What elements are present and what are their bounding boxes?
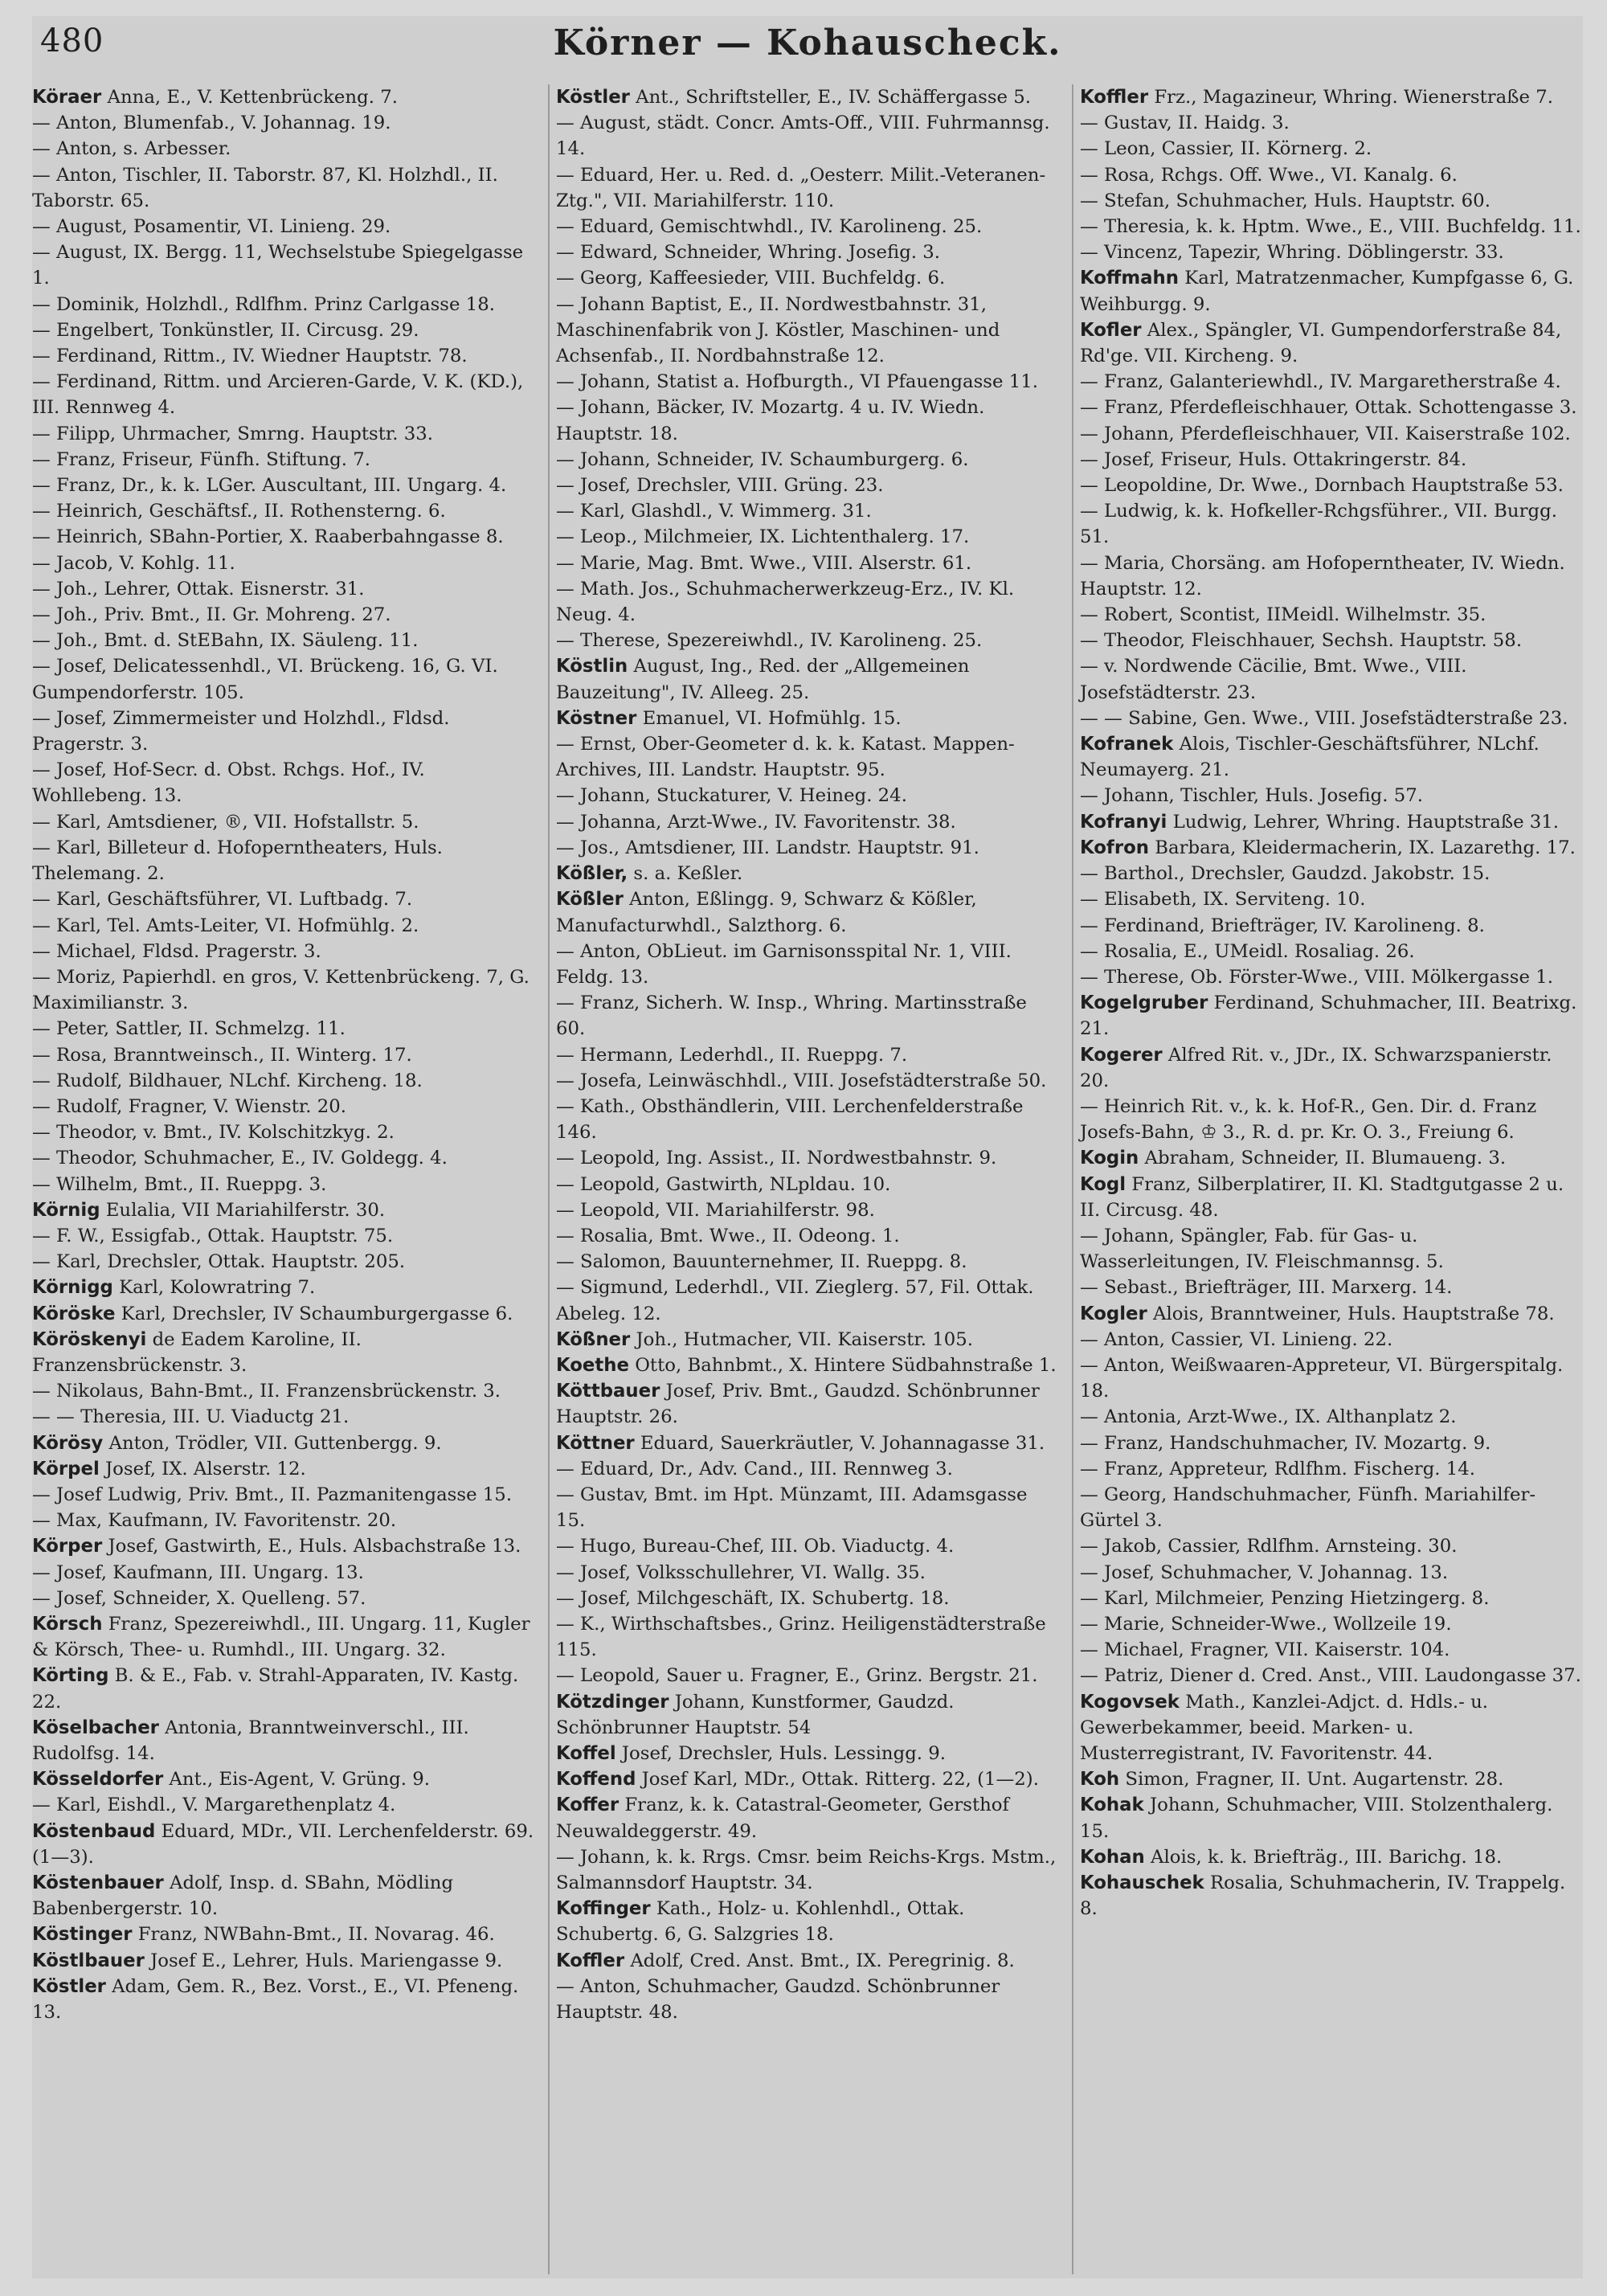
directory-entry: — — Sabine, Gen. Wwe., VIII. Josefstädterstraße 23.	[1080, 707, 1568, 729]
directory-entry: — Patriz, Diener d. Cred. Anst., VIII. Laudongasse 37.	[1080, 1665, 1581, 1687]
directory-entry: — Max, Kaufmann, IV. Favoritenstr. 20.	[32, 1510, 397, 1532]
column-1	[32, 84, 535, 2274]
directory-entry: — Edward, Schneider, Whring. Josefig. 3.	[556, 242, 941, 264]
directory-entry: Koffinger Kath., Holz- u. Kohlenhdl., Ottak. Schubertg. 6, G. Salzgries 18.	[556, 1898, 965, 1946]
directory-entry: — Kath., Obsthändlerin, VIII. Lerchenfelderstraße 146.	[556, 1095, 1024, 1144]
entry-surname: Kofron	[1080, 837, 1149, 858]
entry-surname: Kogin	[1080, 1148, 1139, 1169]
directory-entry: — Gustav, Bmt. im Hpt. Münzamt, III. Adamsgasse 15.	[556, 1484, 1028, 1532]
directory-entry: Kofranyi Ludwig, Lehrer, Whring. Hauptstraße 31.	[1080, 811, 1560, 833]
entry-surname: Kogovsek	[1080, 1691, 1180, 1713]
directory-entry: Köttner Eduard, Sauerkräutler, V. Johannagasse 31.	[556, 1432, 1045, 1454]
entry-surname: Köstler	[32, 1975, 106, 1997]
directory-entry: — Jacob, V. Kohlg. 11.	[32, 552, 235, 574]
directory-entry: — K., Wirthschaftsbes., Grinz. Heiligenstädterstraße 115.	[556, 1613, 1046, 1661]
directory-entry: Körpel Josef, IX. Alserstr. 12.	[32, 1458, 306, 1480]
directory-entry: — Leopold, VII. Mariahilferstr. 98.	[556, 1199, 875, 1221]
entry-surname: Kofranyi	[1080, 811, 1167, 833]
directory-entry: Koffmahn Karl, Matratzenmacher, Kumpfgasse 6, G. Weihburgg. 9.	[1080, 268, 1574, 315]
directory-entry: Kötzdinger Johann, Kunstformer, Gaudzd. Schönbrunner Hauptstr. 54	[556, 1691, 955, 1738]
directory-entry: — Theodor, Schuhmacher, E., IV. Goldegg. 4.	[32, 1148, 448, 1169]
directory-entry: Körnig Eulalia, VII Mariahilferstr. 30.	[32, 1199, 386, 1221]
directory-entry: Koffler Adolf, Cred. Anst. Bmt., IX. Peregrinig. 8.	[556, 1950, 1015, 1971]
directory-entry: — Karl, Drechsler, Ottak. Hauptstr. 205.	[32, 1251, 406, 1273]
entry-surname: Koffler	[1080, 87, 1149, 108]
directory-entry: — Johann, Statist a. Hofburgth., VI Pfauengasse 11.	[556, 371, 1038, 393]
directory-entry: — Heinrich, SBahn-Portier, X. Raaberbahngasse 8.	[32, 526, 504, 548]
directory-entry: Köstinger Franz, NWBahn-Bmt., II. Novarag. 46.	[32, 1924, 495, 1946]
directory-entry: — Johann, Pferdefleischhauer, VII. Kaiserstraße 102.	[1080, 423, 1571, 444]
directory-entry: — Franz, Sicherh. W. Insp., Whring. Martinsstraße 60.	[556, 992, 1027, 1040]
directory-entry: Koethe Otto, Bahnbmt., X. Hintere Südbahnstraße 1.	[556, 1354, 1057, 1376]
directory-entry: Körösy Anton, Trödler, VII. Guttenbergg. 9.	[32, 1432, 442, 1454]
directory-entry: — Robert, Scontist, IIMeidl. Wilhelmstr. 35.	[1080, 604, 1486, 626]
directory-entry: Köttbauer Josef, Priv. Bmt., Gaudzd. Schönbrunner Hauptstr. 26.	[556, 1381, 1040, 1428]
directory-entry: — Peter, Sattler, II. Schmelzg. 11.	[32, 1018, 346, 1040]
directory-entry: Köstlin August, Ing., Red. der „Allgemeinen Bauzeitung", IV. Alleeg. 25.	[556, 656, 970, 703]
directory-entry: — v. Nordwende Cäcilie, Bmt. Wwe., VIII. Josefstädterstr. 23.	[1080, 656, 1467, 703]
directory-entry: Körting B. & E., Fab. v. Strahl-Apparaten, IV. Kastg. 22.	[32, 1665, 519, 1713]
directory-entry: — Rosalia, Bmt. Wwe., II. Odeong. 1.	[556, 1225, 900, 1246]
entry-surname: Köttner	[556, 1432, 635, 1454]
directory-entry: — Josef, Hof-Secr. d. Obst. Rchgs. Hof., IV. Wohllebeng. 13.	[32, 759, 425, 807]
directory-entry: — Franz, Galanteriewhdl., IV. Margaretherstraße 4.	[1080, 371, 1561, 393]
directory-entry: — Franz, Dr., k. k. LGer. Auscultant, III. Ungarg. 4.	[32, 475, 507, 497]
directory-entry: Köröskenyi de Eadem Karoline, II. Franzensbrückenstr. 3.	[32, 1328, 362, 1376]
directory-entry: Kohan Alois, k. k. Briefträg., III. Barichg. 18.	[1080, 1846, 1503, 1868]
entry-surname: Körsch	[32, 1613, 103, 1635]
directory-entry: — August, Posamentir, VI. Linieng. 29.	[32, 216, 391, 238]
directory-entry: — Ludwig, k. k. Hofkeller-Rchgsführer., VII. Burgg. 51.	[1080, 501, 1557, 548]
directory-entry: — Josef, Drechsler, VIII. Grüng. 23.	[556, 475, 884, 497]
directory-entry: Köstner Emanuel, VI. Hofmühlg. 15.	[556, 707, 902, 729]
directory-entry: — Eduard, Dr., Adv. Cand., III. Rennweg 3.	[556, 1458, 953, 1480]
entry-surname: Kötzdinger	[556, 1691, 669, 1713]
entry-surname: Koffel	[556, 1743, 616, 1764]
entry-surname: Kößler,	[556, 863, 628, 885]
directory-entry: — Eduard, Her. u. Red. d. „Oesterr. Milit.-Veteranen-Ztg.", VII. Mariahilferstr. 110.	[556, 164, 1046, 211]
entry-surname: Koffend	[556, 1769, 636, 1791]
entry-surname: Köstinger	[32, 1924, 133, 1946]
entry-surname: Köstlin	[556, 656, 628, 677]
directory-entry: — Vincenz, Tapezir, Whring. Döblingerstr. 33.	[1080, 242, 1504, 264]
entry-surname: Kogelgruber	[1080, 992, 1208, 1014]
directory-entry: Koffend Josef Karl, MDr., Ottak. Ritterg. 22, (1—2).	[556, 1769, 1039, 1791]
entry-surname: Körnigg	[32, 1277, 113, 1299]
entry-surname: Kößler	[556, 889, 624, 911]
directory-entry: — Theresia, k. k. Hptm. Wwe., E., VIII. Buchfeldg. 11.	[1080, 216, 1581, 238]
column-3	[1072, 84, 1583, 2274]
directory-entry: — Karl, Tel. Amts-Leiter, VI. Hofmühlg. 2.	[32, 915, 419, 936]
directory-entry: — Ferdinand, Briefträger, IV. Karolineng. 8.	[1080, 915, 1485, 936]
directory-entry: — Stefan, Schuhmacher, Huls. Hauptstr. 60.	[1080, 190, 1490, 211]
directory-entry: — Anton, Cassier, VI. Linieng. 22.	[1080, 1328, 1393, 1350]
entry-surname: Koffinger	[556, 1898, 651, 1920]
page-header	[32, 16, 1583, 80]
directory-entry: Kogin Abraham, Schneider, II. Blumaueng. 3.	[1080, 1148, 1507, 1169]
directory-entry: — Filipp, Uhrmacher, Smrng. Hauptstr. 33.	[32, 423, 434, 444]
directory-entry: — Salomon, Bauunternehmer, II. Rueppg. 8.	[556, 1251, 967, 1273]
directory-entry: — Josef, Friseur, Huls. Ottakringerstr. 84.	[1080, 448, 1467, 470]
directory-entry: — Jos., Amtsdiener, III. Landstr. Hauptstr. 91.	[556, 837, 979, 858]
directory-entry: — F. W., Essigfab., Ottak. Hauptstr. 75.	[32, 1225, 394, 1246]
directory-entry: — Moriz, Papierhdl. en gros, V. Kettenbrückeng. 7, G. Maximilianstr. 3.	[32, 966, 530, 1014]
directory-entry: — Theodor, v. Bmt., IV. Kolschitzkyg. 2.	[32, 1122, 395, 1144]
directory-entry: Köraer Anna, E., V. Kettenbrückeng. 7.	[32, 87, 398, 108]
directory-entry: — Josef, Schuhmacher, V. Johannag. 13.	[1080, 1561, 1449, 1583]
directory-entry: — Rudolf, Fragner, V. Wienstr. 20.	[32, 1095, 347, 1117]
directory-entry: — Marie, Schneider-Wwe., Wollzeile 19.	[1080, 1613, 1452, 1635]
directory-entry: — Ernst, Ober-Geometer d. k. k. Katast. Mappen-Archives, III. Landstr. Hauptstr. 95.	[556, 734, 1015, 781]
running-head: Körner — Kohauscheck.	[553, 23, 1062, 63]
page-number: 480	[40, 23, 104, 59]
directory-entry: — Leopoldine, Dr. Wwe., Dornbach Hauptstraße 53.	[1080, 475, 1564, 497]
directory-entry: — Jakob, Cassier, Rdlfhm. Arnsteing. 30.	[1080, 1536, 1458, 1557]
directory-entry: — Georg, Handschuhmacher, Fünfh. Mariahilfer-Gürtel 3.	[1080, 1484, 1536, 1532]
directory-entry: Kogl Franz, Silberplatirer, II. Kl. Stadtgutgasse 2 u. II. Circusg. 48.	[1080, 1173, 1564, 1221]
directory-entry: Koh Simon, Fragner, II. Unt. Augartenstr. 28.	[1080, 1769, 1504, 1791]
directory-entry: — Anton, Schuhmacher, Gaudzd. Schönbrunner Hauptstr. 48.	[556, 1975, 1000, 2024]
directory-entry: — Josef Ludwig, Priv. Bmt., II. Pazmanitengasse 15.	[32, 1484, 513, 1505]
directory-entry: — Franz, Pferdefleischhauer, Ottak. Schottengasse 3.	[1080, 397, 1577, 419]
entry-surname: Köstlbauer	[32, 1950, 145, 1971]
directory-entry: — Josef, Delicatessenhdl., VI. Brückeng. 16, G. VI. Gumpendorferstr. 105.	[32, 656, 498, 703]
entry-surname: Köstenbaud	[32, 1820, 156, 1842]
directory-entry: — Leopold, Ing. Assist., II. Nordwestbahnstr. 9.	[556, 1148, 997, 1169]
directory-entry: — Josef, Zimmermeister und Holzhdl., Fldsd. Pragerstr. 3.	[32, 707, 450, 755]
entry-surname: Kofler	[1080, 319, 1142, 341]
directory-entry: — Maria, Chorsäng. am Hofoperntheater, IV. Wiedn. Hauptstr. 12.	[1080, 552, 1565, 600]
entry-surname: Köstner	[556, 707, 637, 729]
directory-entry: — Leop., Milchmeier, IX. Lichtenthalerg. 17.	[556, 526, 970, 548]
directory-entry: — Karl, Eishdl., V. Margarethenplatz 4.	[32, 1795, 396, 1816]
entry-surname: Körting	[32, 1665, 109, 1687]
directory-entry: Kößner Joh., Hutmacher, VII. Kaiserstr. 105.	[556, 1328, 974, 1350]
directory-entry: — Anton, s. Arbesser.	[32, 138, 231, 160]
directory-entry: Kogovsek Math., Kanzlei-Adjct. d. Hdls.- u. Gewerbekammer, beeid. Marken- u. Musterregistrant, IV. Favoritenstr. 44.	[1080, 1691, 1489, 1764]
directory-entry: — Sebast., Briefträger, III. Marxerg. 14.	[1080, 1277, 1453, 1299]
directory-entry: Kößler, s. a. Keßler.	[556, 863, 743, 885]
directory-entry: — Heinrich, Geschäftsf., II. Rothensterng. 6.	[32, 501, 446, 522]
entry-surname: Kohan	[1080, 1846, 1145, 1868]
directory-entry: Kohauschek Rosalia, Schuhmacherin, IV. Trappelg. 8.	[1080, 1872, 1566, 1920]
directory-entry: — Joh., Lehrer, Ottak. Eisnerstr. 31.	[32, 578, 365, 600]
directory-entry: — Hermann, Lederhdl., II. Rueppg. 7.	[556, 1044, 908, 1066]
entry-surname: Koffler	[556, 1950, 625, 1971]
directory-entry: Körnigg Karl, Kolowratring 7.	[32, 1277, 316, 1299]
directory-entry: — Johanna, Arzt-Wwe., IV. Favoritenstr. 38.	[556, 811, 956, 833]
directory-entry: — Hugo, Bureau-Chef, III. Ob. Viaductg. 4.	[556, 1536, 955, 1557]
directory-entry: — Anton, Tischler, II. Taborstr. 87, Kl. Holzhdl., II. Taborstr. 65.	[32, 164, 498, 211]
entry-surname: Kohauschek	[1080, 1872, 1204, 1894]
directory-entry: — Karl, Glashdl., V. Wimmerg. 31.	[556, 501, 872, 522]
directory-entry: Kößler Anton, Eßlingg. 9, Schwarz & Kößler, Manufacturwhdl., Salzthorg. 6.	[556, 889, 977, 936]
directory-entry: — Ferdinand, Rittm., IV. Wiedner Hauptstr. 78.	[32, 346, 468, 367]
directory-entry: — Georg, Kaffeesieder, VIII. Buchfeldg. 6.	[556, 268, 946, 289]
entry-surname: Köselbacher	[32, 1717, 159, 1738]
directory-entry: — Franz, Handschuhmacher, IV. Mozartg. 9.	[1080, 1432, 1491, 1454]
directory-entry: — Therese, Spezereiwhdl., IV. Karolineng. 25.	[556, 630, 983, 652]
directory-entry: — Elisabeth, IX. Serviteng. 10.	[1080, 889, 1366, 911]
directory-entry: — Michael, Fldsd. Pragerstr. 3.	[32, 940, 321, 962]
directory-entry: — Johann, Bäcker, IV. Mozartg. 4 u. IV. Wiedn. Hauptstr. 18.	[556, 397, 985, 444]
directory-entry: — — Theresia, III. U. Viaductg 21.	[32, 1406, 350, 1428]
entry-surname: Kogerer	[1080, 1044, 1163, 1066]
directory-entry: — Johann, k. k. Rrgs. Cmsr. beim Reichs-Krgs. Mstm., Salmannsdorf Hauptstr. 34.	[556, 1846, 1057, 1894]
directory-entry: — Anton, Blumenfab., V. Johannag. 19.	[32, 113, 391, 134]
entry-surname: Koethe	[556, 1354, 629, 1376]
directory-entry: Kohak Johann, Schuhmacher, VIII. Stolzenthalerg. 15.	[1080, 1795, 1553, 1842]
entry-surname: Körnig	[32, 1199, 100, 1221]
directory-entry: Köstenbauer Adolf, Insp. d. SBahn, Mödling Babenbergerstr. 10.	[32, 1872, 454, 1920]
directory-entry: — Josef, Kaufmann, III. Ungarg. 13.	[32, 1561, 364, 1583]
directory-entry: Körsch Franz, Spezereiwhdl., III. Ungarg. 11, Kugler & Körsch, Thee- u. Rumhdl., III. Ungarg. 32.	[32, 1613, 530, 1661]
directory-entry: — Michael, Fragner, VII. Kaiserstr. 104.	[1080, 1639, 1450, 1661]
directory-entry: — Rosa, Rchgs. Off. Wwe., VI. Kanalg. 6.	[1080, 164, 1458, 186]
directory-entry: Koffler Frz., Magazineur, Whring. Wienerstraße 7.	[1080, 87, 1553, 108]
directory-entry: Köstenbaud Eduard, MDr., VII. Lerchenfelderstr. 69. (1—3).	[32, 1820, 534, 1868]
directory-entry: Köstlbauer Josef E., Lehrer, Huls. Mariengasse 9.	[32, 1950, 503, 1971]
entry-surname: Koffer	[556, 1795, 619, 1816]
directory-page	[32, 16, 1583, 2278]
directory-entry: — Johann, Spängler, Fab. für Gas- u. Wasserleitungen, IV. Fleischmannsg. 5.	[1080, 1225, 1444, 1273]
entry-surname: Kösseldorfer	[32, 1769, 164, 1791]
entry-columns	[32, 84, 1583, 2274]
directory-entry: — Karl, Amtsdiener, ®, VII. Hofstallstr. 5.	[32, 811, 419, 833]
directory-entry: — Karl, Billeteur d. Hofoperntheaters, Huls. Thelemang. 2.	[32, 837, 443, 885]
directory-entry: — Theodor, Fleischhauer, Sechsh. Hauptstr. 58.	[1080, 630, 1523, 652]
directory-entry: — Nikolaus, Bahn-Bmt., II. Franzensbrückenstr. 3.	[32, 1381, 501, 1402]
directory-entry: — Heinrich Rit. v., k. k. Hof-R., Gen. Dir. d. Franz Josefs-Bahn, ♔ 3., R. d. pr. Kr. O. 3., Freiung 6.	[1080, 1095, 1537, 1144]
directory-entry: — Franz, Friseur, Fünfh. Stiftung. 7.	[32, 448, 370, 470]
directory-entry: — Johann Baptist, E., II. Nordwestbahnstr. 31, Maschinenfabrik von J. Köstler, Maschinen- und Achsenfab., II. Nordbahnstraße 12.	[556, 293, 1000, 367]
entry-surname: Köraer	[32, 87, 102, 108]
directory-entry: — Franz, Appreteur, Rdlfhm. Fischerg. 14.	[1080, 1458, 1476, 1480]
directory-entry: — Rudolf, Bildhauer, NLchf. Kircheng. 18.	[32, 1070, 423, 1091]
directory-entry: — Wilhelm, Bmt., II. Rueppg. 3.	[32, 1173, 327, 1195]
directory-entry: Koffel Josef, Drechsler, Huls. Lessingg. 9.	[556, 1743, 947, 1764]
directory-entry: Köselbacher Antonia, Branntweinverschl., III. Rudolfsg. 14.	[32, 1717, 469, 1764]
directory-entry: — Anton, Weißwaaren-Appreteur, VI. Bürgerspitalg. 18.	[1080, 1354, 1564, 1402]
directory-entry: Köstler Ant., Schriftsteller, E., IV. Schäffergasse 5.	[556, 87, 1032, 108]
entry-surname: Körper	[32, 1536, 103, 1557]
entry-surname: Körpel	[32, 1458, 100, 1480]
directory-entry: — Rosa, Branntweinsch., II. Winterg. 17.	[32, 1044, 412, 1066]
directory-entry: — Joh., Bmt. d. StEBahn, IX. Säuleng. 11.	[32, 630, 419, 652]
directory-entry: — Marie, Mag. Bmt. Wwe., VIII. Alserstr. 61.	[556, 552, 972, 574]
directory-entry: — Eduard, Gemischtwhdl., IV. Karolineng. 25.	[556, 216, 983, 238]
directory-entry: — Antonia, Arzt-Wwe., IX. Althanplatz 2.	[1080, 1406, 1457, 1428]
entry-surname: Kößner	[556, 1328, 631, 1350]
directory-entry: — Johann, Tischler, Huls. Josefig. 57.	[1080, 785, 1423, 807]
entry-surname: Kofranek	[1080, 734, 1174, 755]
directory-entry: — Karl, Milchmeier, Penzing Hietzingerg. 8.	[1080, 1587, 1490, 1609]
directory-entry: — Math. Jos., Schuhmacherwerkzeug-Erz., IV. Kl. Neug. 4.	[556, 578, 1015, 626]
entry-surname: Kogl	[1080, 1173, 1127, 1195]
entry-surname: Köttbauer	[556, 1381, 660, 1402]
directory-entry: — Johann, Schneider, IV. Schaumburgerg. 6.	[556, 448, 969, 470]
entry-surname: Köröske	[32, 1303, 116, 1324]
entry-surname: Köstenbauer	[32, 1872, 164, 1894]
directory-entry: — Josefa, Leinwäschhdl., VIII. Josefstädterstraße 50.	[556, 1070, 1047, 1091]
entry-surname: Koh	[1080, 1769, 1120, 1791]
directory-entry: Kogler Alois, Branntweiner, Huls. Hauptstraße 78.	[1080, 1303, 1555, 1324]
directory-entry: — Leopold, Gastwirth, NLpldau. 10.	[556, 1173, 891, 1195]
entry-surname: Köstler	[556, 87, 630, 108]
directory-entry: Köröske Karl, Drechsler, IV Schaumburgergasse 6.	[32, 1303, 513, 1324]
directory-entry: — Dominik, Holzhdl., Rdlfhm. Prinz Carlgasse 18.	[32, 293, 495, 315]
directory-entry: Kofler Alex., Spängler, VI. Gumpendorferstraße 84, Rd'ge. VII. Kircheng. 9.	[1080, 319, 1562, 367]
directory-entry: — Josef, Milchgeschäft, IX. Schubertg. 18.	[556, 1587, 950, 1609]
directory-entry: — August, IX. Bergg. 11, Wechselstube Spiegelgasse 1.	[32, 242, 524, 289]
directory-entry: Kogelgruber Ferdinand, Schuhmacher, III. Beatrixg. 21.	[1080, 992, 1577, 1040]
directory-entry: — Josef, Schneider, X. Quelleng. 57.	[32, 1587, 366, 1609]
directory-entry: — Rosalia, E., UMeidl. Rosaliag. 26.	[1080, 940, 1415, 962]
directory-entry: Kofron Barbara, Kleidermacherin, IX. Lazarethg. 17.	[1080, 837, 1576, 858]
entry-surname: Kogler	[1080, 1303, 1147, 1324]
directory-entry: — Sigmund, Lederhdl., VII. Zieglerg. 57, Fil. Ottak. Abeleg. 12.	[556, 1277, 1034, 1324]
directory-entry: Kösseldorfer Ant., Eis-Agent, V. Grüng. 9.	[32, 1769, 430, 1791]
directory-entry: — Leopold, Sauer u. Fragner, E., Grinz. Bergstr. 21.	[556, 1665, 1038, 1687]
entry-surname: Kohak	[1080, 1795, 1144, 1816]
directory-entry: — Ferdinand, Rittm. und Arcieren-Garde, V. K. (KD.), III. Rennweg 4.	[32, 371, 524, 419]
directory-entry: — Karl, Geschäftsführer, VI. Luftbadg. 7.	[32, 889, 413, 911]
directory-entry: — Anton, ObLieut. im Garnisonsspital Nr. 1, VIII. Feldg. 13.	[556, 940, 1012, 988]
entry-surname: Körösy	[32, 1432, 104, 1454]
directory-entry: — Barthol., Drechsler, Gaudzd. Jakobstr. 15.	[1080, 863, 1490, 885]
directory-entry: Körper Josef, Gastwirth, E., Huls. Alsbachstraße 13.	[32, 1536, 521, 1557]
entry-surname: Köröskenyi	[32, 1328, 147, 1350]
directory-entry: — Gustav, II. Haidg. 3.	[1080, 113, 1290, 134]
directory-entry: Koffer Franz, k. k. Catastral-Geometer, Gersthof Neuwaldeggerstr. 49.	[556, 1795, 1009, 1842]
directory-entry: — August, städt. Concr. Amts-Off., VIII. Fuhrmannsg. 14.	[556, 113, 1050, 160]
entry-surname: Koffmahn	[1080, 268, 1179, 289]
directory-entry: Kofranek Alois, Tischler-Geschäftsführer, NLchf. Neumayerg. 21.	[1080, 734, 1540, 781]
directory-entry: Köstler Adam, Gem. R., Bez. Vorst., E., VI. Pfeneng. 13.	[32, 1975, 519, 2024]
directory-entry: — Engelbert, Tonkünstler, II. Circusg. 29.	[32, 319, 419, 341]
directory-entry: — Leon, Cassier, II. Körnerg. 2.	[1080, 138, 1372, 160]
directory-entry: — Therese, Ob. Förster-Wwe., VIII. Mölkergasse 1.	[1080, 966, 1553, 988]
directory-entry: Kogerer Alfred Rit. v., JDr., IX. Schwarzspanierstr. 20.	[1080, 1044, 1552, 1091]
directory-entry: — Joh., Priv. Bmt., II. Gr. Mohreng. 27.	[32, 604, 391, 626]
directory-entry: — Josef, Volksschullehrer, VI. Wallg. 35.	[556, 1561, 926, 1583]
directory-entry: — Johann, Stuckaturer, V. Heineg. 24.	[556, 785, 907, 807]
column-2	[548, 84, 1059, 2274]
